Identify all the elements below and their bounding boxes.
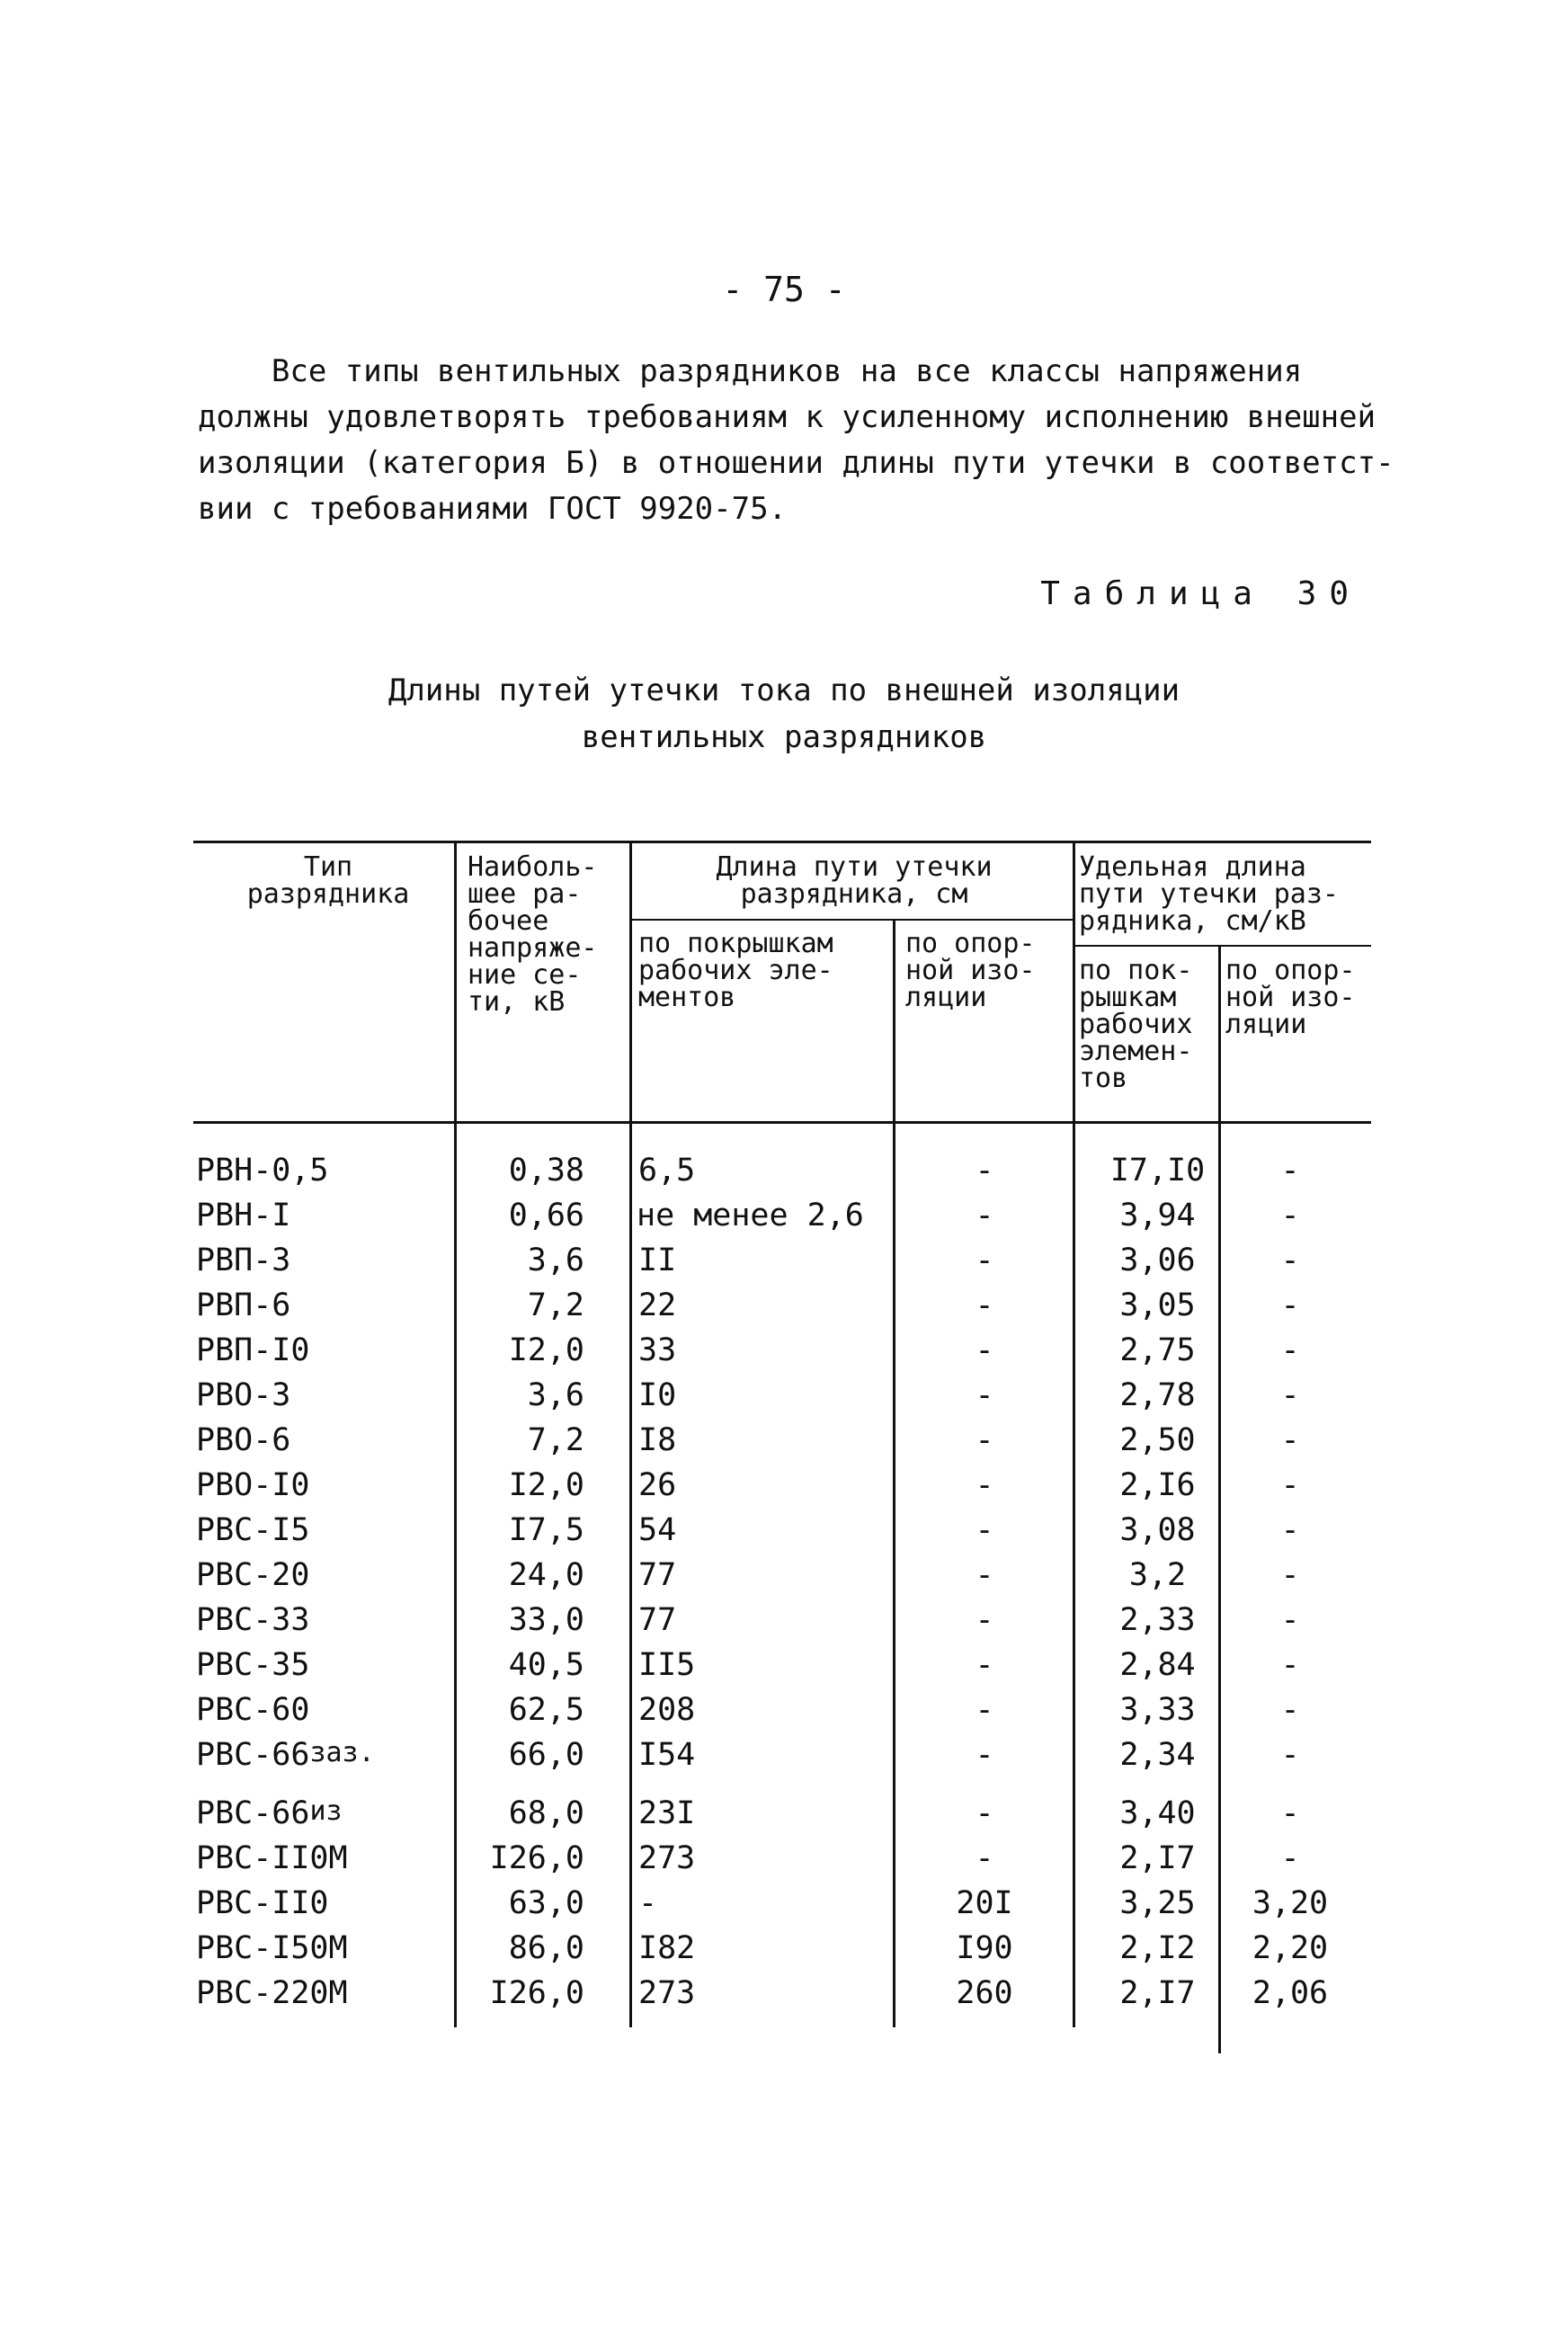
cell-specific-support: 3,20 [1252, 1885, 1329, 1921]
header-length-group: Длина пути утечки разрядника, см [716, 851, 993, 910]
table-top-rule [193, 841, 1371, 843]
cell-specific-support: - [1280, 1795, 1300, 1831]
cell-type: РВН-0,5 [196, 1153, 329, 1189]
cell-length-cover: 77 [638, 1602, 677, 1638]
table-row [193, 1332, 1371, 1377]
header-voltage: Наиболь- шее ра- бочее напряже- ние се- ти, кВ [468, 851, 598, 1018]
cell-length-cover: 26 [638, 1467, 677, 1503]
cell-type: РВС-66 из [196, 1795, 343, 1831]
cell-length-support: - [975, 1557, 994, 1593]
header-specific-cover: по пок- рышкам рабочих элемен- тов [1079, 955, 1193, 1094]
header-specific-group: Удельная длина пути утечки раз- рядника, см/кВ [1079, 851, 1339, 937]
cell-length-cover: II5 [638, 1647, 696, 1683]
cell-length-cover: 22 [638, 1287, 677, 1323]
cell-voltage: 24,0 [508, 1557, 584, 1593]
cell-length-cover: I0 [638, 1377, 677, 1413]
cell-specific-cover: 2,I7 [1119, 1840, 1196, 1876]
cell-specific-cover: 3,33 [1119, 1692, 1196, 1728]
cell-voltage: 40,5 [508, 1647, 584, 1683]
cell-specific-support: - [1280, 1242, 1300, 1278]
cell-length-cover: 54 [638, 1512, 677, 1548]
cell-specific-cover: 3,94 [1119, 1198, 1196, 1233]
cell-length-support: - [975, 1422, 994, 1458]
cell-specific-support: 2,06 [1252, 1975, 1329, 2011]
table-row [193, 1287, 1371, 1332]
table-row [193, 1975, 1371, 2020]
cell-type: РВС-35 [196, 1647, 310, 1683]
cell-length-support: - [975, 1795, 994, 1831]
table-row [193, 1647, 1371, 1692]
cell-length-support: - [975, 1512, 994, 1548]
table-title-line: вентильных разрядников [581, 719, 987, 755]
cell-specific-cover: 2,78 [1119, 1377, 1196, 1413]
cell-voltage: 7,2 [527, 1287, 584, 1323]
cell-type: РВС-66 заз. [196, 1737, 375, 1773]
cell-specific-cover: 2,75 [1119, 1332, 1196, 1368]
cell-voltage: 3,6 [527, 1242, 584, 1278]
cell-type: РВП-I0 [196, 1332, 310, 1368]
cell-length-support: - [975, 1692, 994, 1728]
table-title [0, 667, 1568, 761]
table-row [193, 1930, 1371, 1975]
cell-voltage: I2,0 [508, 1332, 584, 1368]
cell-length-support: 20I [956, 1885, 1013, 1921]
cell-voltage: I2,0 [508, 1467, 584, 1503]
cell-length-cover: не менее 2,6 [637, 1198, 864, 1233]
table-row [193, 1377, 1371, 1422]
cell-specific-support: - [1280, 1512, 1300, 1548]
table-row [193, 1198, 1371, 1242]
table-title-line: Длины путей утечки тока по внешней изоляции [388, 672, 1180, 708]
cell-length-cover: 273 [638, 1840, 696, 1876]
cell-specific-support: - [1280, 1647, 1300, 1683]
cell-length-support: - [975, 1840, 994, 1876]
cell-specific-cover: 2,33 [1119, 1602, 1196, 1638]
cell-voltage: 33,0 [508, 1602, 584, 1638]
cell-voltage: 62,5 [508, 1692, 584, 1728]
cell-length-cover: 77 [638, 1557, 677, 1593]
page-number: - 75 - [722, 270, 846, 309]
cell-length-cover: 23I [638, 1795, 696, 1831]
cell-length-support: - [975, 1737, 994, 1773]
cell-specific-cover: 3,08 [1119, 1512, 1196, 1548]
cell-type: РВО-6 [196, 1422, 291, 1458]
cell-type-subscript: заз. [309, 1737, 375, 1768]
cell-specific-support: - [1280, 1198, 1300, 1233]
cell-specific-cover: 2,84 [1119, 1647, 1196, 1683]
cell-length-cover: 6,5 [638, 1153, 696, 1189]
cell-specific-support: - [1280, 1602, 1300, 1638]
intro-paragraph [198, 349, 1394, 532]
cell-length-support: - [975, 1467, 994, 1503]
cell-specific-cover: 3,05 [1119, 1287, 1196, 1323]
header-specific-support: по опор- ной изо- ляции [1225, 955, 1356, 1040]
cell-length-cover: - [638, 1885, 658, 1921]
cell-type: РВО-3 [196, 1377, 291, 1413]
cell-length-support: - [975, 1647, 994, 1683]
cell-length-cover: I8 [638, 1422, 677, 1458]
header-subrule-specific [1074, 945, 1371, 947]
cell-type: РВС-220М [196, 1975, 348, 2011]
cell-voltage: I7,5 [508, 1512, 584, 1548]
intro-line: изоляции (категория Б) в отношении длины пути утечки в соответст- [198, 445, 1394, 481]
cell-type: РВП-3 [196, 1242, 291, 1278]
intro-line: вии с требованиями ГОСТ 9920-75. [198, 491, 788, 527]
table-row [193, 1242, 1371, 1287]
table-row [193, 1153, 1371, 1198]
cell-type: РВС-60 [196, 1692, 310, 1728]
cell-specific-cover: 3,40 [1119, 1795, 1196, 1831]
cell-specific-support: - [1280, 1332, 1300, 1368]
cell-specific-support: - [1280, 1287, 1300, 1323]
cell-voltage: 0,66 [508, 1198, 584, 1233]
cell-voltage: 66,0 [508, 1737, 584, 1773]
table-row [193, 1512, 1371, 1557]
cell-type: РВП-6 [196, 1287, 291, 1323]
cell-specific-support: - [1280, 1557, 1300, 1593]
cell-type: РВС-33 [196, 1602, 310, 1638]
cell-specific-cover: 2,50 [1119, 1422, 1196, 1458]
cell-specific-support: - [1280, 1737, 1300, 1773]
cell-type: РВО-I0 [196, 1467, 310, 1503]
intro-line: Все типы вентильных разрядников на все классы напряжения [198, 353, 1303, 389]
cell-specific-cover: 2,I2 [1119, 1930, 1196, 1966]
cell-specific-support: - [1280, 1467, 1300, 1503]
table-row [193, 1467, 1371, 1512]
cell-length-support: I90 [956, 1930, 1013, 1966]
cell-voltage: 68,0 [508, 1795, 584, 1831]
cell-type: РВН-I [196, 1198, 291, 1233]
table-row [193, 1692, 1371, 1737]
cell-specific-cover: I7,I0 [1109, 1153, 1206, 1189]
cell-specific-cover: 3,06 [1119, 1242, 1196, 1278]
cell-specific-support: 2,20 [1252, 1930, 1329, 1966]
cell-specific-cover: 3,25 [1119, 1885, 1196, 1921]
cell-voltage: 3,6 [527, 1377, 584, 1413]
leakage-table [193, 841, 1371, 2036]
table-row [193, 1557, 1371, 1602]
header-subrule-length [629, 919, 1074, 921]
cell-type-subscript: из [309, 1795, 343, 1827]
cell-length-support: - [975, 1198, 994, 1233]
cell-specific-support: - [1280, 1377, 1300, 1413]
cell-type: РВС-I50М [196, 1930, 348, 1966]
table-row [193, 1795, 1371, 1840]
table-row [193, 1737, 1371, 1782]
cell-length-support: - [975, 1153, 994, 1189]
cell-voltage: 7,2 [527, 1422, 584, 1458]
header-length-support: по опор- ной изо- ляции [905, 928, 1036, 1013]
cell-length-cover: I82 [638, 1930, 696, 1966]
cell-specific-support: - [1280, 1840, 1300, 1876]
cell-length-cover: I54 [638, 1737, 696, 1773]
cell-length-cover: II [638, 1242, 677, 1278]
cell-type: РВС-20 [196, 1557, 310, 1593]
cell-length-support: - [975, 1242, 994, 1278]
cell-voltage: I26,0 [489, 1975, 584, 2011]
table-row [193, 1422, 1371, 1467]
cell-length-support: - [975, 1332, 994, 1368]
header-bottom-rule [193, 1121, 1371, 1124]
cell-length-cover: 33 [638, 1332, 677, 1368]
cell-voltage: 86,0 [508, 1930, 584, 1966]
cell-specific-support: - [1280, 1422, 1300, 1458]
cell-length-cover: 208 [638, 1692, 696, 1728]
cell-specific-support: - [1280, 1692, 1300, 1728]
cell-type: РВС-I5 [196, 1512, 310, 1548]
cell-type: РВС-II0М [196, 1840, 348, 1876]
cell-length-support: 260 [956, 1975, 1013, 2011]
table-row [193, 1602, 1371, 1647]
intro-line: должны удовлетворять требованиям к усиленному исполнению внешней [198, 399, 1376, 435]
cell-specific-cover: 2,I6 [1119, 1467, 1196, 1503]
cell-type: РВС-II0 [196, 1885, 329, 1921]
table-label: Таблица 30 [1040, 575, 1361, 612]
cell-specific-cover: 3,2 [1128, 1557, 1187, 1593]
cell-voltage: I26,0 [489, 1840, 584, 1876]
cell-specific-cover: 2,I7 [1119, 1975, 1196, 2011]
cell-voltage: 0,38 [508, 1153, 584, 1189]
cell-length-cover: 273 [638, 1975, 696, 2011]
table-row [193, 1840, 1371, 1885]
cell-length-support: - [975, 1287, 994, 1323]
header-type: Тип разрядника [246, 851, 410, 910]
cell-length-support: - [975, 1377, 994, 1413]
cell-specific-cover: 2,34 [1119, 1737, 1196, 1773]
cell-voltage: 63,0 [508, 1885, 584, 1921]
cell-specific-support: - [1280, 1153, 1300, 1189]
header-length-cover: по покрышкам рабочих эле- ментов [638, 928, 833, 1013]
table-row [193, 1885, 1371, 1930]
cell-length-support: - [975, 1602, 994, 1638]
